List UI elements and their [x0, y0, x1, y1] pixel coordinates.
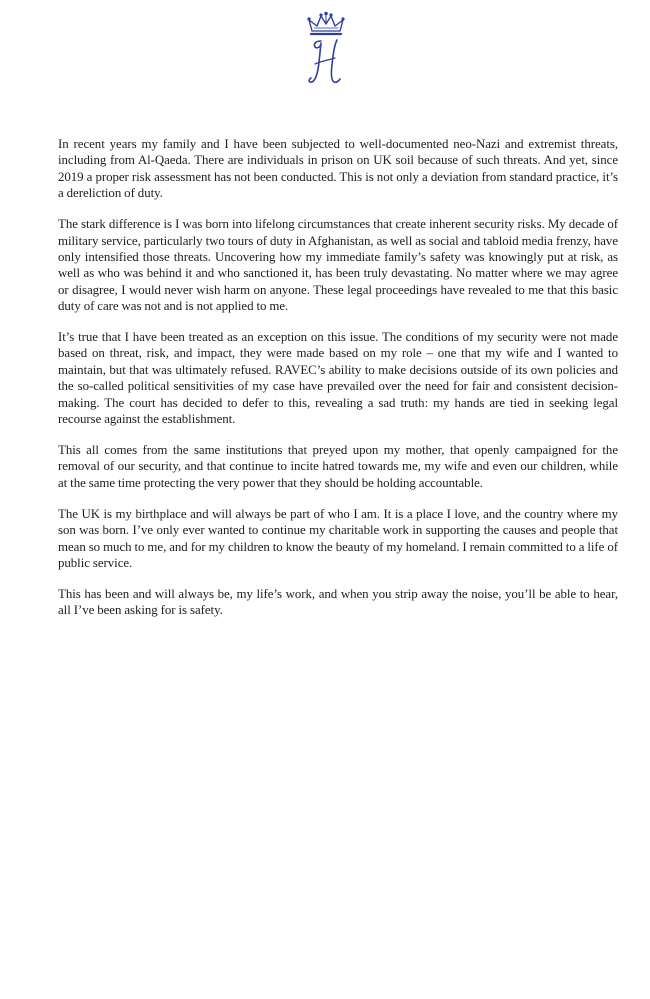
- paragraph-1: In recent years my family and I have been subjected to well-documented neo-Nazi and extremist threats, including from Al-Qaeda. There are individuals in prison on UK soil because of such threats. And yet, since 2019 a proper risk assessment has not been conducted. This is not only a deviation from standard practice, it’s a dereliction of duty.: [58, 137, 618, 201]
- crowned-h-monogram-icon: [303, 10, 349, 88]
- paragraph-3: It’s true that I have been treated as an exception on this issue. The conditions of my security were not made based on threat, risk, and impact, they were made based on my role – one that my wife and I wanted to maintain, but that was ultimately refused. RAVEC’s ability to make decisions outside of its own policies and the so-called political sensitivities of my case have prevailed over the need for fair and consistent decision-making. The court has decided to defer to this, revealing a sad truth: my hands are tied in seeking legal recourse against the establishment.: [58, 330, 618, 427]
- monogram-svg: [303, 10, 349, 88]
- paragraph-6: This has been and will always be, my life’s work, and when you strip away the noise, you’ll be able to hear, all I’ve been asking for is safety.: [58, 586, 618, 618]
- paragraph-5: The UK is my birthplace and will always be part of who I am. It is a place I love, and the country where my son was born. I’ve only ever wanted to continue my charitable work in supporting the causes and people that mean so much to me, and for my children to know the beauty of my homeland. I remain committed to a life of public service.: [58, 506, 618, 570]
- letter-body: [58, 136, 618, 633]
- paragraph-4: This all comes from the same institutions that preyed upon my mother, that openly campaigned for the removal of our security, and that continue to incite hatred towards me, my wife and even our children, while at the same time protecting the very power that they should be holding accountable.: [58, 443, 618, 490]
- paragraph-2: The stark difference is I was born into lifelong circumstances that create inherent security risks. My decade of military service, particularly two tours of duty in Afghanistan, as well as social and tabloid media frenzy, have only intensified those threats. Uncovering how my immediate family’s safety was knowingly put at risk, as well as who was behind it and who sanctioned it, has been truly devastating. No matter where we may agree or disagree, I would never wish harm on anyone. These legal proceedings have revealed to me that this basic duty of care was not and is not applied to me.: [58, 217, 618, 314]
